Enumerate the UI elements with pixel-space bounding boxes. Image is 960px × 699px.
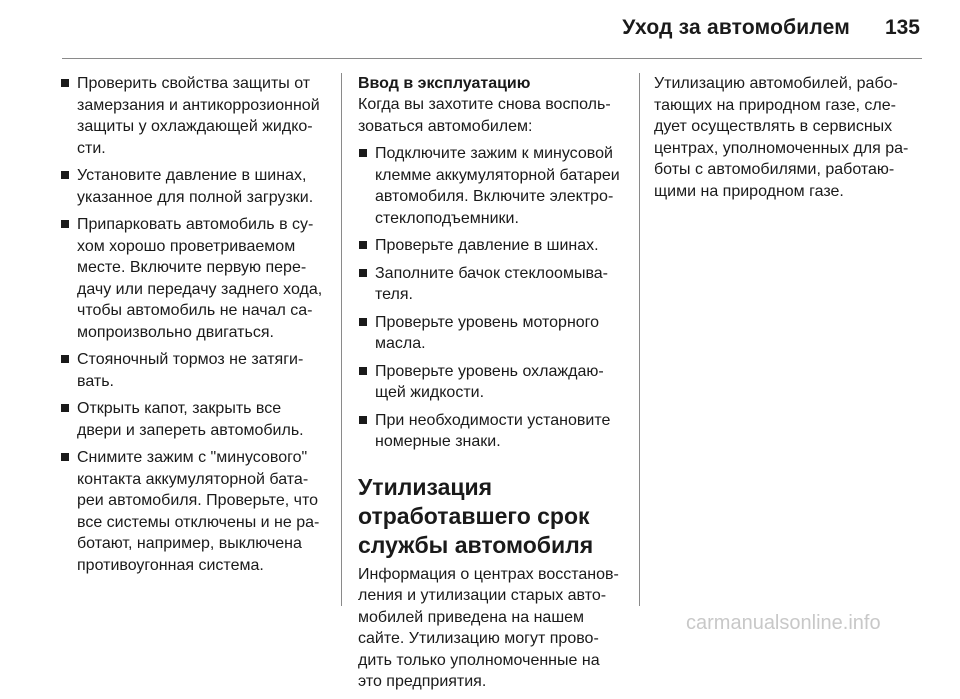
disposal-heading: Утилизация отработавшего срок службы автомобиля (358, 473, 594, 558)
list-item: Установите давление в шинах, указанное для полной загрузки. (60, 165, 328, 208)
gas-vehicle-disposal-text: Утилизацию автомобилей, рабо- тающих на природном газе, сле- дует осуществлять в сервисных центрах, уполномоченных для ра- боты с автомобилями, работаю- щими на природном газе. (654, 75, 909, 200)
list-item: Снимите зажим с "минусового" контакта аккумуляторной бата- реи автомобиля. Проверьте, что все системы отключены и не ра- ботают, например, выключена противоугонная система. (60, 447, 328, 576)
page-header (0, 0, 960, 58)
bullet-icon (359, 241, 367, 249)
column-3 (654, 73, 922, 208)
bullet-icon (61, 79, 69, 87)
bullet-icon (61, 453, 69, 461)
bullet-icon (359, 367, 367, 375)
list-item: Заполните бачок стеклоомыва- теля. (358, 263, 626, 306)
watermark: carmanualsonline.info (686, 612, 881, 634)
bullet-icon (61, 355, 69, 363)
bullet-icon (61, 171, 69, 179)
bullet-icon (61, 404, 69, 412)
list-item: Подключите зажим к минусовой клемме аккумуляторной батареи автомобиля. Включите электро- стеклоподъемники. (358, 143, 626, 229)
bullet-icon (359, 416, 367, 424)
section-intro: Когда вы захотите снова восполь- зоваться автомобилем: (358, 96, 611, 135)
column-1 (60, 73, 328, 582)
list-item: При необходимости установите номерные знаки. (358, 410, 626, 453)
list-item: Припарковать автомобиль в су- хом хорошо проветриваемом месте. Включите первую пере- дачу или передачу заднего хода, чтобы автомобиль не начал са- мопроизвольно двигаться. (60, 214, 328, 343)
bullet-icon (359, 269, 367, 277)
list-item: Проверьте давление в шинах. (358, 235, 626, 257)
disposal-body: Информация о центрах восстанов- ления и утилизации старых авто- мобилей приведена на нашем сайте. Утилизацию могут прово- дить только уполномоченные на это предприятия. (358, 565, 619, 690)
column-divider-2 (639, 73, 640, 606)
list-item: Проверьте уровень моторного масла. (358, 312, 626, 355)
storage-checklist (60, 73, 328, 576)
column-divider-1 (341, 73, 342, 606)
bullet-icon (61, 220, 69, 228)
list-item: Стояночный тормоз не затяги- вать. (60, 349, 328, 392)
list-item: Открыть капот, закрыть все двери и запереть автомобиль. (60, 398, 328, 441)
bullet-icon (359, 149, 367, 157)
column-2 (358, 73, 626, 699)
section-title: Ввод в эксплуатацию (358, 75, 531, 92)
list-item: Проверить свойства защиты от замерзания и антикоррозионной защиты у охлаждающей жидко- сти. (60, 73, 328, 159)
list-item: Проверьте уровень охлаждаю- щей жидкости. (358, 361, 626, 404)
page-number: 135 (884, 16, 920, 39)
header-divider (62, 58, 922, 59)
recommissioning-checklist (358, 143, 626, 453)
bullet-icon (359, 318, 367, 326)
page-title: Уход за автомобилем (622, 16, 850, 39)
